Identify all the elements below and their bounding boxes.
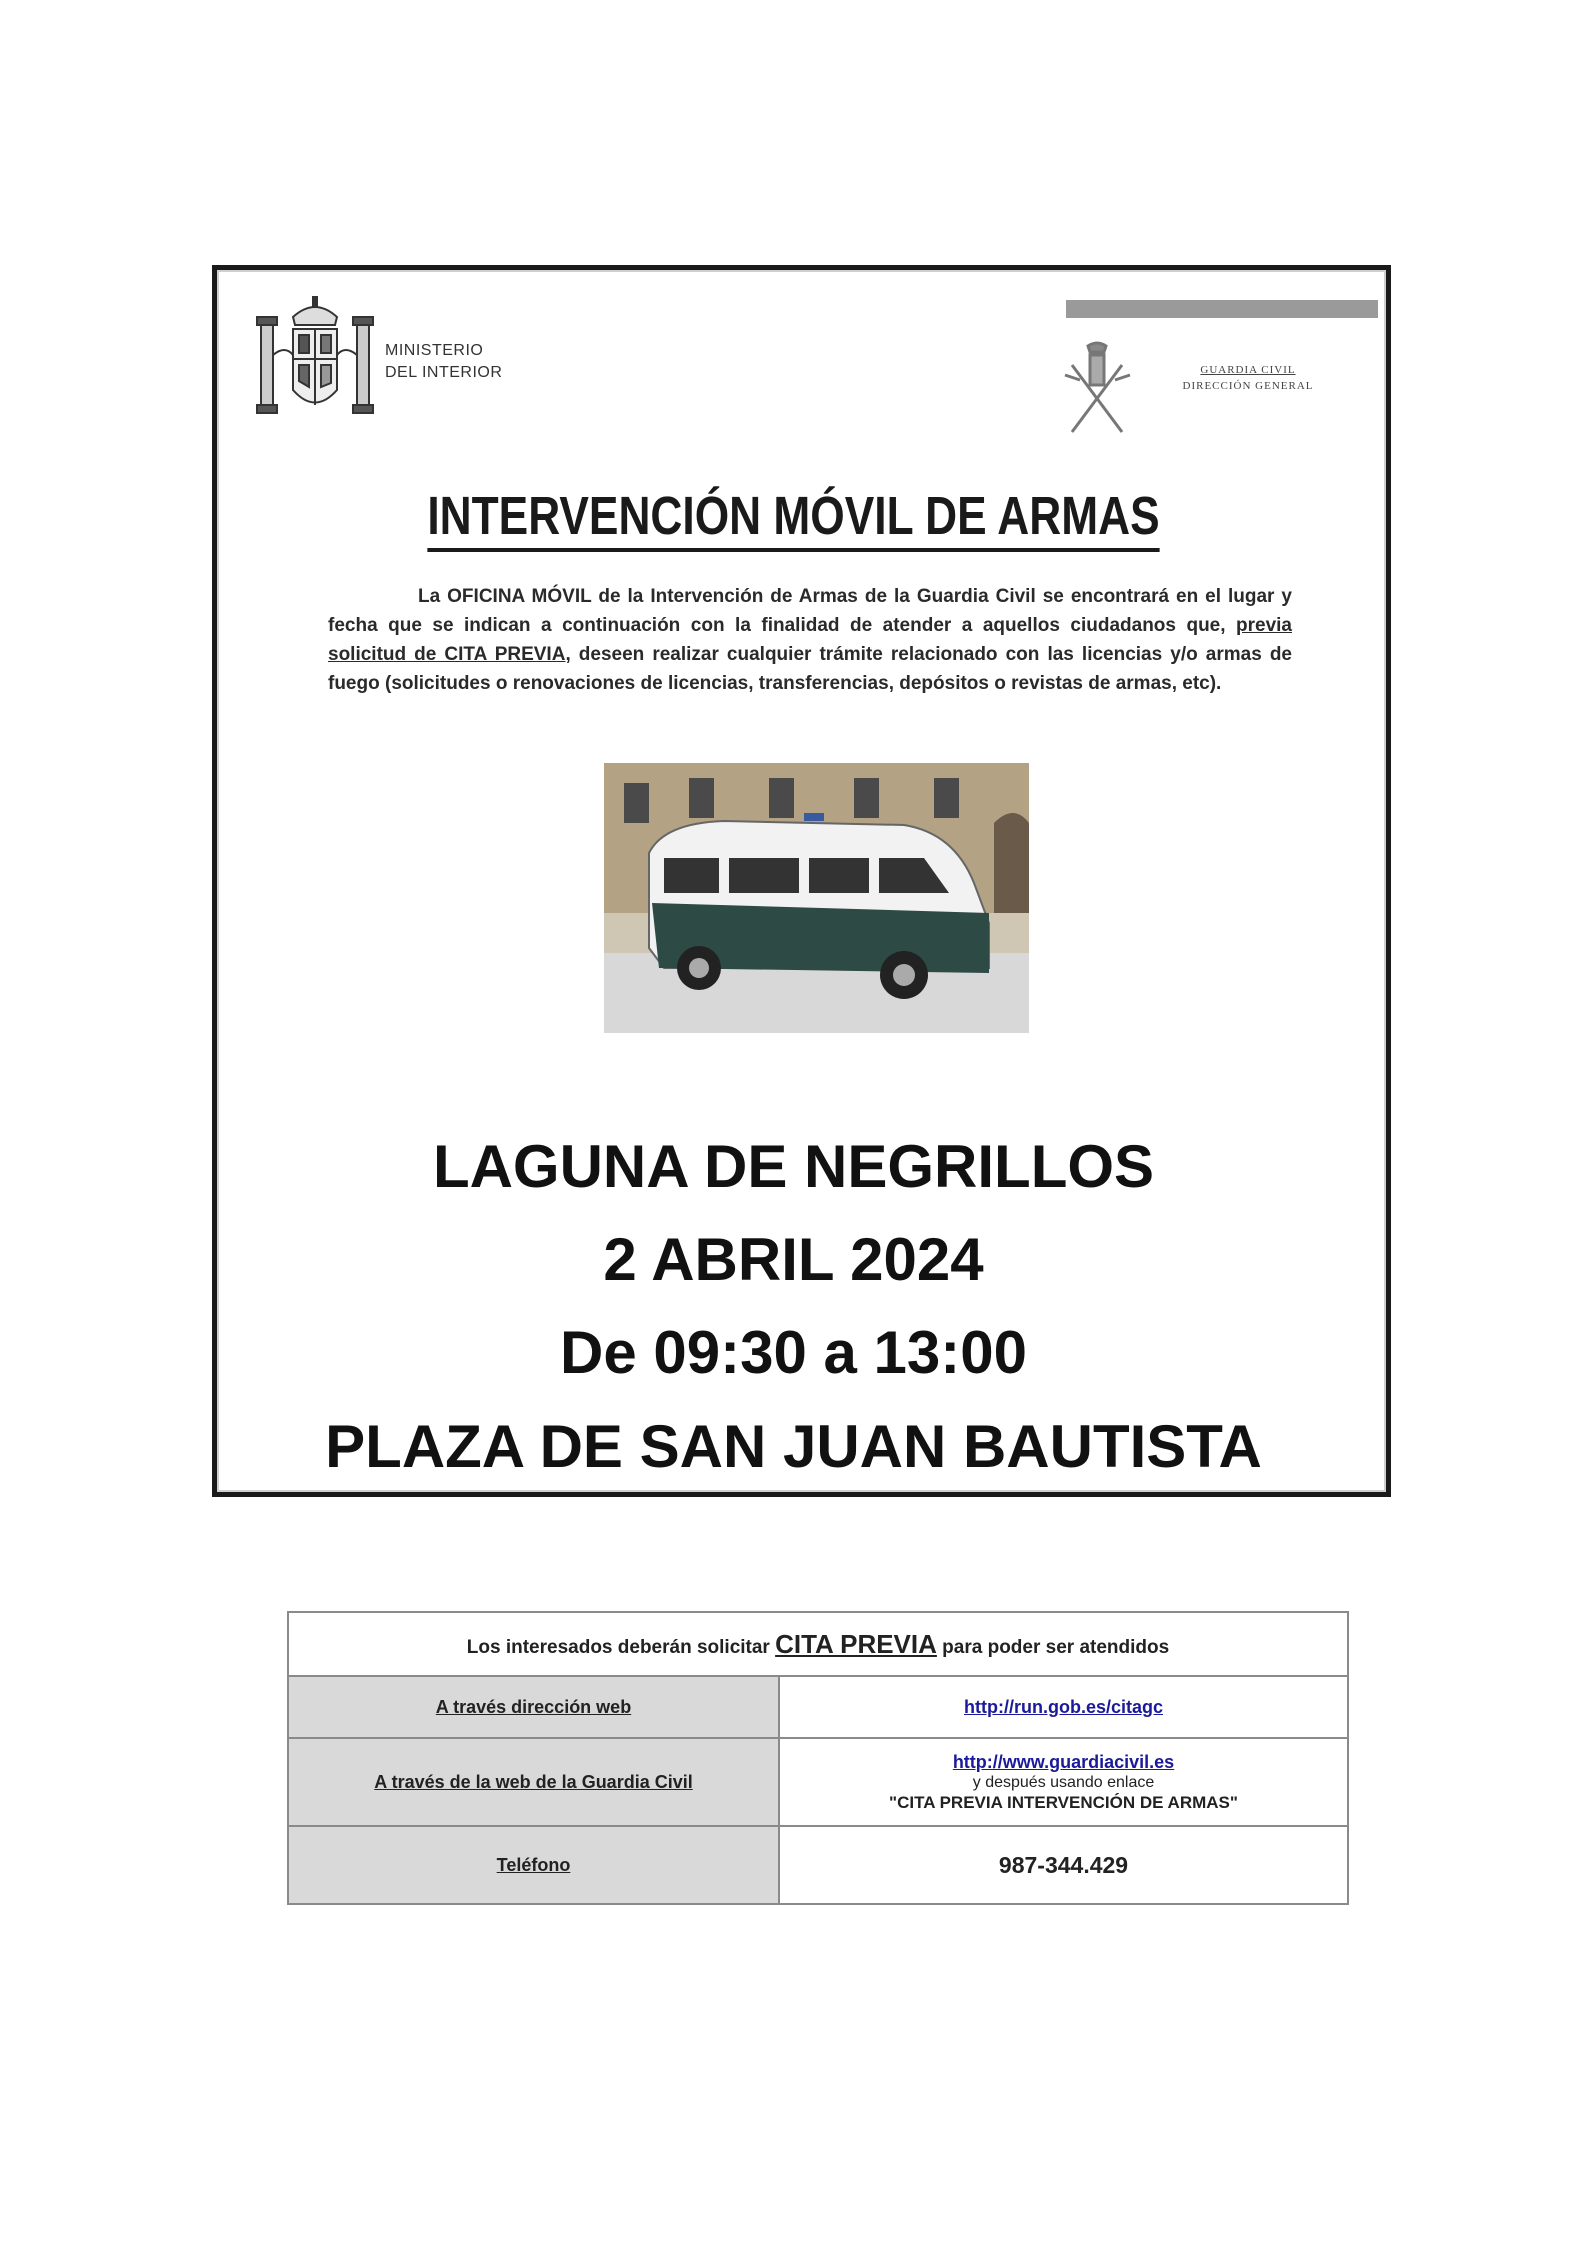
event-place: PLAZA DE SAN JUAN BAUTISTA <box>325 1413 1262 1480</box>
page-title: INTERVENCIÓN MÓVIL DE ARMAS <box>143 485 1444 547</box>
event-town: LAGUNA DE NEGRILLOS <box>432 1133 1155 1200</box>
intro-paragraph: La OFICINA MÓVIL de la Intervención de Armas de la Guardia Civil se encontrará en el lugar y fecha que se indican a continuación con la finalidad de atender a aquellos ciudadanos que, previa solicitud de CITA PREVIA, deseen realizar cualquier trámite relacionado con las licencias y/o armas de fuego (solicitudes o renovaciones de licencias, transferencias, depósitos o revistas de armas, etc). <box>328 586 1293 694</box>
guardia-civil-web-cell: http://www.guardiacivil.es y después usando enlace "CITA PREVIA INTERVENCIÓN DE ARMAS" <box>779 1738 1348 1826</box>
guardia-civil-emblem-icon <box>1060 340 1135 440</box>
cita-web-link[interactable]: http://run.gob.es/citagc <box>963 1696 1163 1717</box>
ministry-name: MINISTERIO DEL INTERIOR <box>385 342 503 381</box>
appointment-table-header: Los interesados deberán solicitar CITA PREVIA para poder ser atendidos <box>288 1612 1348 1676</box>
guardia-civil-name: GUARDIA CIVIL DIRECCIÓN GENERAL <box>1182 364 1314 392</box>
event-date: 2 ABRIL 2024 <box>603 1226 984 1293</box>
row-label-guardia-civil-web: A través de la web de la Guardia Civil <box>288 1738 779 1826</box>
spain-coat-of-arms-icon <box>255 295 375 430</box>
mobile-office-van-photo <box>604 763 1029 1033</box>
guardia-civil-web-link[interactable]: http://www.guardiacivil.es <box>952 1751 1175 1772</box>
appointment-table <box>287 1611 1349 1905</box>
ministry-header <box>255 295 555 430</box>
header-gray-bar <box>1066 300 1378 318</box>
row-label-web: A través dirección web <box>288 1676 779 1738</box>
row-label-phone: Teléfono <box>288 1826 779 1904</box>
phone-number: 987-344.429 <box>779 1826 1348 1904</box>
event-time: De 09:30 a 13:00 <box>560 1319 1027 1386</box>
